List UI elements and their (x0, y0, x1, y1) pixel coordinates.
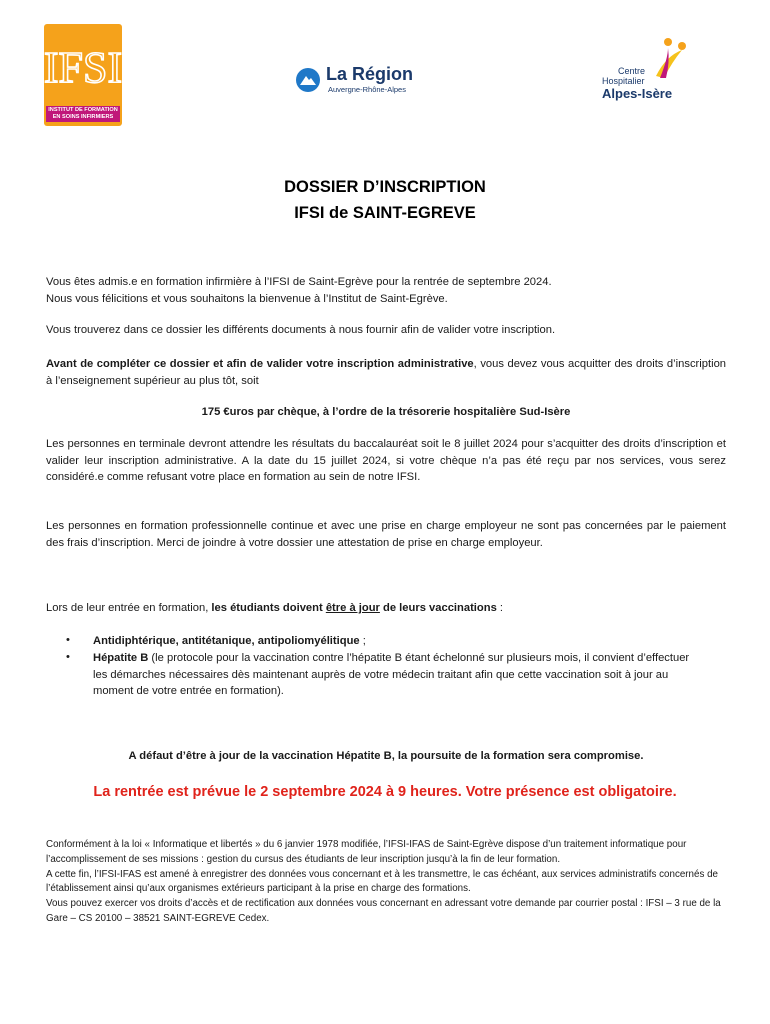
region-mountain-icon (296, 68, 320, 92)
hospital-line2: Hospitalier (602, 76, 645, 86)
hospital-logo (596, 36, 692, 108)
legal-notice: Conformément à la loi « Informatique et libertés » du 6 janvier 1978 modifiée, l’IFSI-IFAS de Saint-Egrève dispose d’un traitement informatique pour l’accomplissement de ses missions : gestion du cursus des étudiants de leur inscription jusqu’à la fin de leur formation. A cette fin, l’IFSI-IFAS est amené à enregistrer des données vous concernant et à les transmettre, le cas échéant, aux services administratifs concernés de l’établissement ainsi qu’aux organismes extérieurs participant à la prise en charge des formations. Vous pouvez exercer vos droits d’accès et de rectification aux données vous concernant en adressant votre demande par courrier postal : IFSI – 3 rue de la Gare – CS 20100 – 38521 SAINT-EGREVE Cedex. (46, 839, 721, 924)
list-item: Hépatite B (le protocole pour la vaccination contre l’hépatite B étant échelonné sur plusieurs mois, il convient d’effectuer les démarches nécessaires dès maintenant auprès de votre médecin traitant afin que cette vaccination soit à jour au moment de votre entrée en formation). (93, 652, 690, 698)
hospital-line1: Centre (618, 66, 646, 76)
region-subname: Auvergne-Rhône-Alpes (328, 85, 406, 94)
list-item: Antidiphtérique, antitétanique, antipoliomyélitique ; (93, 635, 366, 647)
list-bullet: • (66, 651, 70, 663)
ifsi-tagline: INSTITUT DE FORMATION EN SOINS INFIRMIERS (46, 106, 120, 122)
region-name: La Région (326, 64, 414, 84)
document-subtitle: IFSI de SAINT-EGREVE (294, 204, 476, 222)
vaccination-warning: A défaut d’être à jour de la vaccination Hépatite B, la poursuite de la formation sera compromise. (128, 750, 644, 762)
document-title: DOSSIER D’INSCRIPTION (284, 178, 486, 196)
fees-amount: 175 €uros par chèque, à l’ordre de la trésorerie hospitalière Sud-Isère (201, 406, 571, 418)
fees-text: Avant de compléter ce dossier et afin de valider votre inscription administrative, vous devez vous acquitter des droits d’inscription à l’enseignement supérieur au plus tôt, soit (46, 358, 727, 387)
region-logo (296, 64, 428, 100)
svg-text:IFSI: IFSI (44, 43, 122, 92)
terminale-text: Les personnes en terminale devront attendre les résultats du baccalauréat soit le 8 juillet 2024 pour s’acquitter des droits d’inscription et valider leur inscription administrative. A la date du 15 juillet 2024, si votre chèque n’a pas été reçu par nos services, vous serez considéré.e comme refusant votre place en formation au sein de notre IFSI. (46, 438, 726, 484)
ifsi-monogram-icon (44, 30, 122, 100)
documents-text: Vous trouverez dans ce dossier les différents documents à nous fournir afin de valider votre inscription. (46, 324, 556, 336)
employer-text: Les personnes en formation professionnelle continue et avec une prise en charge employeur ne sont pas concernées par le paiement des frais d’inscription. Merci de joindre à votre dossier une attestation de prise en charge employeur. (46, 520, 726, 549)
ifsi-logo (44, 24, 122, 126)
hospital-line3: Alpes-Isère (602, 86, 673, 101)
rentree-notice: La rentrée est prévue le 2 septembre 2024 à 9 heures. Votre présence est obligatoire. (93, 784, 677, 800)
hospital-figure-icon (646, 36, 690, 80)
intro-text: Vous êtes admis.e en formation infirmière à l’IFSI de Saint-Egrève pour la rentrée de septembre 2024. Nous vous félicitions et vous souhaitons la bienvenue à l’Institut de Saint-Egrève. (46, 276, 552, 305)
list-bullet: • (66, 634, 70, 646)
vaccination-intro: Lors de leur entrée en formation, les étudiants doivent être à jour de leurs vaccinations : (46, 602, 504, 614)
